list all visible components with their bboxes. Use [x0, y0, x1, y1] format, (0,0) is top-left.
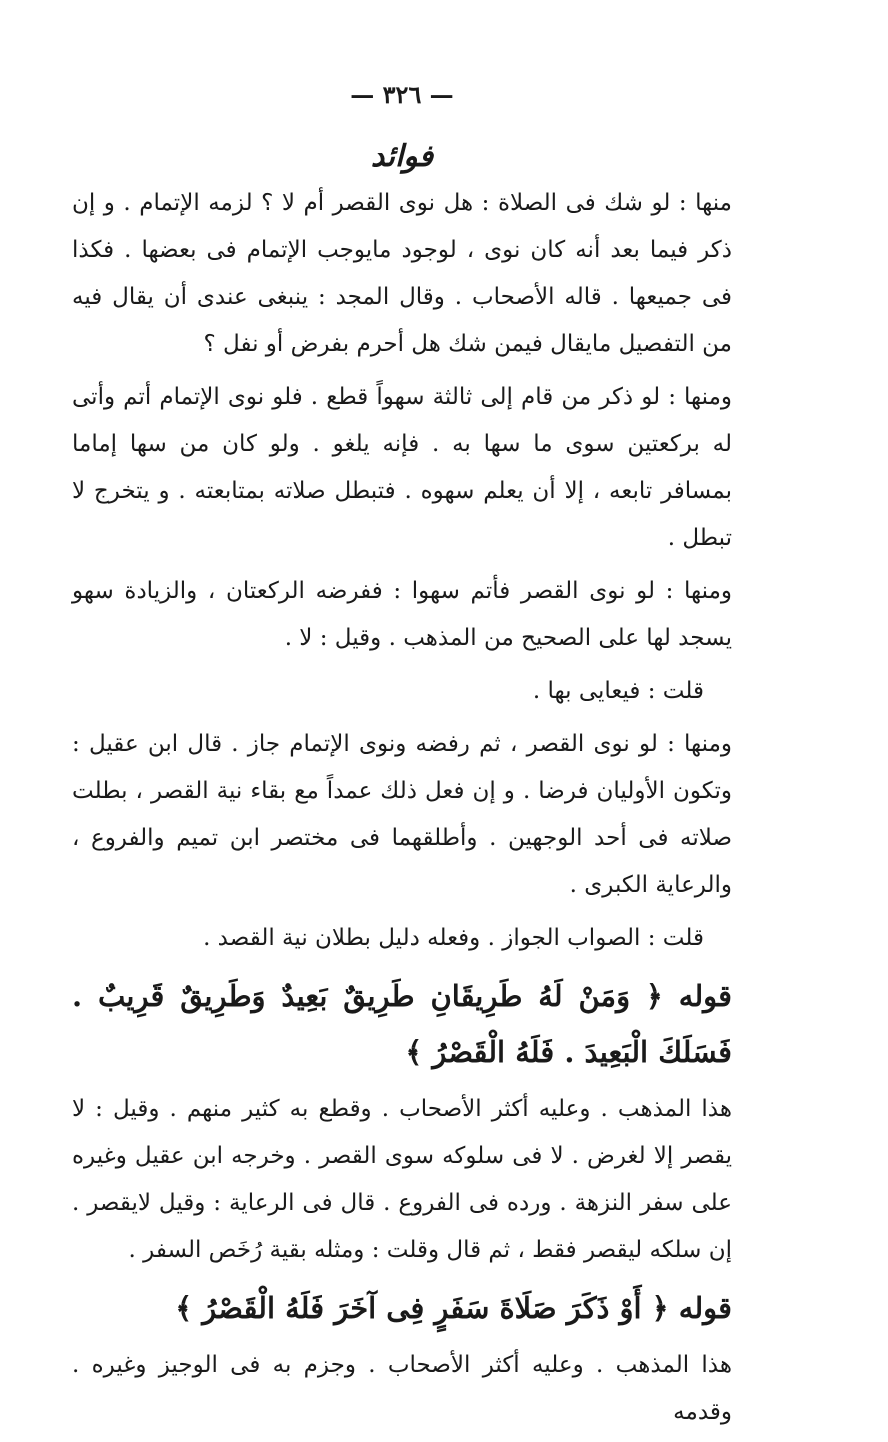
paragraph-note: قلت : الصواب الجواز . وفعله دليل بطلان نية القصد .: [203, 925, 704, 951]
quoted-text: قوله ﴿ أَوْ ذَكَرَ صَلَاةَ سَفَرٍ فِى آخَرَ فَلَهُ الْقَصْرُ ﴾: [175, 1291, 732, 1325]
paragraph-note: قلت : فيعايى بها .: [532, 678, 704, 704]
section-heading: فوائد: [370, 139, 434, 174]
paragraph: هذا المذهب . وعليه أكثر الأصحاب . وجزم به فى الوجيز وغيره . وقدمه: [72, 1352, 732, 1425]
paragraph: هذا المذهب . وعليه أكثر الأصحاب . وقطع به كثير منهم . وقيل : لا يقصر إلا لغرض . لا فى سلوكه سوى القصر . وخرجه ابن عقيل وغيره على سفر النزهة . ورده فى الفروع . قال فى الرعاية : وقيل لايقصر . إن سلكه ليقصر فقط ، ثم قال وقلت : ومثله بقية رُخَص السفر .: [72, 1096, 732, 1263]
page-number: — ٣٢٦ —: [350, 80, 454, 109]
quoted-text: قوله ﴿ وَمَنْ لَهُ طَرِيقَانِ طَرِيقٌ بَعِيدٌ وَطَرِيقٌ قَرِيبٌ . فَسَلَكَ الْبَعِيدَ . فَلَهُ الْقَصْرُ ﴾: [72, 979, 732, 1069]
paragraph: منها : لو شك فى الصلاة : هل نوى القصر أم لا ؟ لزمه الإتمام . و إن ذكر فيما بعد أنه كان نوى ، لوجود مايوجب الإتمام فى بعضها . فكذا فى جميعها . قاله الأصحاب . وقال المجد : ينبغى عندى أن يقال فيه من التفصيل مايقال فيمن شك هل أحرم بفرض أو نفل ؟: [72, 190, 732, 357]
paragraph: ومنها : لو نوى القصر فأتم سهوا : ففرضه الركعتان ، والزيادة سهو يسجد لها على الصحيح من المذهب . وقيل : لا .: [72, 578, 732, 651]
paragraph: ومنها : لو نوى القصر ، ثم رفضه ونوى الإتمام جاز . قال ابن عقيل : وتكون الأوليان فرضا . و إن فعل ذلك عمداً مع بقاء نية القصر ، بطلت صلاته فى أحد الوجهين . وأطلقهما فى مختصر ابن تميم والفروع ، والرعاية الكبرى .: [72, 731, 732, 898]
paragraph: ومنها : لو ذكر من قام إلى ثالثة سهواً قطع . فلو نوى الإتمام أتم وأتى له بركعتين سوى ما سها به . فإنه يلغو . ولو كان من سها إماما بمسافر تابعه ، إلا أن يعلم سهوه . فتبطل صلاته بمتابعته . و يتخرج لا تبطل .: [72, 384, 732, 551]
page: [72, 80, 732, 1442]
